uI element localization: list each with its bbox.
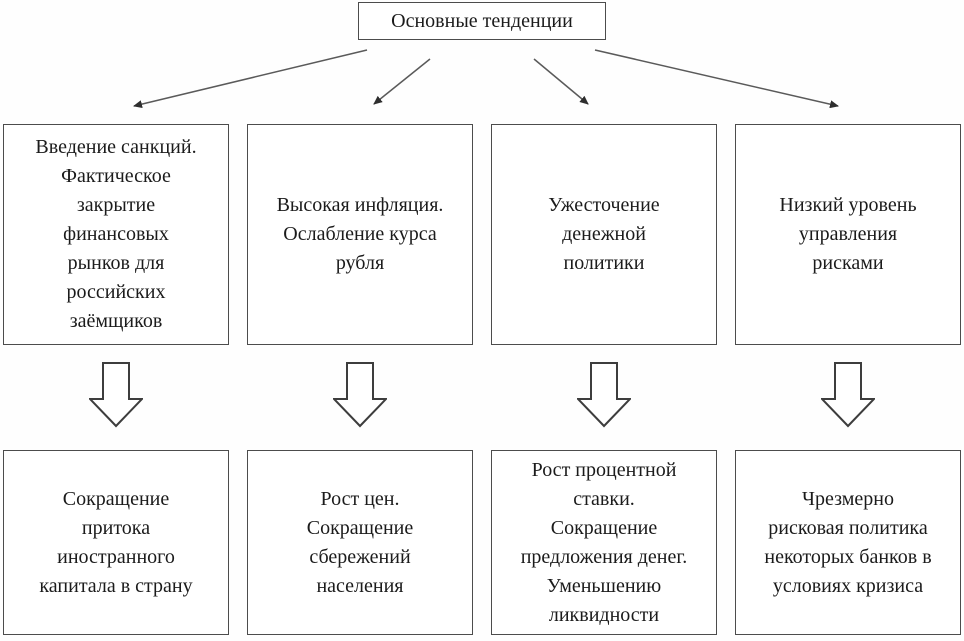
block-arrow-cell-4 (735, 362, 961, 428)
effect-node-prices-savings: Рост цен. Сокращение сбережений населения (247, 450, 473, 635)
causes-row (3, 124, 961, 345)
effect-node-capital-inflow: Сокращение притока иностранного капитала в страну (3, 450, 229, 635)
down-block-arrow-icon (821, 362, 875, 428)
cause-node-risk-management: Низкий уровень управления рисками (735, 124, 961, 345)
connector-arrow-2 (374, 59, 430, 104)
connector-arrow-1 (134, 50, 367, 106)
effect-node-risky-policy: Чрезмерно рисковая политика некоторых банков в условиях кризиса (735, 450, 961, 635)
cause-node-inflation: Высокая инфляция. Ослабление курса рубля (247, 124, 473, 345)
block-arrow-cell-3 (491, 362, 717, 428)
down-block-arrow-icon (89, 362, 143, 428)
effect-node-interest-rate: Рост процентной ставки. Сокращение предложения денег. Уменьшению ликвидности (491, 450, 717, 635)
fan-out-connectors (0, 0, 964, 130)
block-arrow-cell-2 (247, 362, 473, 428)
effects-row (3, 450, 961, 635)
cause-node-monetary-policy: Ужесточение денежной политики (491, 124, 717, 345)
connector-arrow-4 (595, 50, 838, 106)
cause-node-sanctions: Введение санкций. Фактическое закрытие финансовых рынков для российских заёмщиков (3, 124, 229, 345)
connector-arrow-3 (534, 59, 588, 104)
block-arrows-row (3, 362, 961, 428)
block-arrow-cell-1 (3, 362, 229, 428)
root-node-title: Основные тенденции (358, 2, 606, 40)
down-block-arrow-icon (333, 362, 387, 428)
down-block-arrow-icon (577, 362, 631, 428)
